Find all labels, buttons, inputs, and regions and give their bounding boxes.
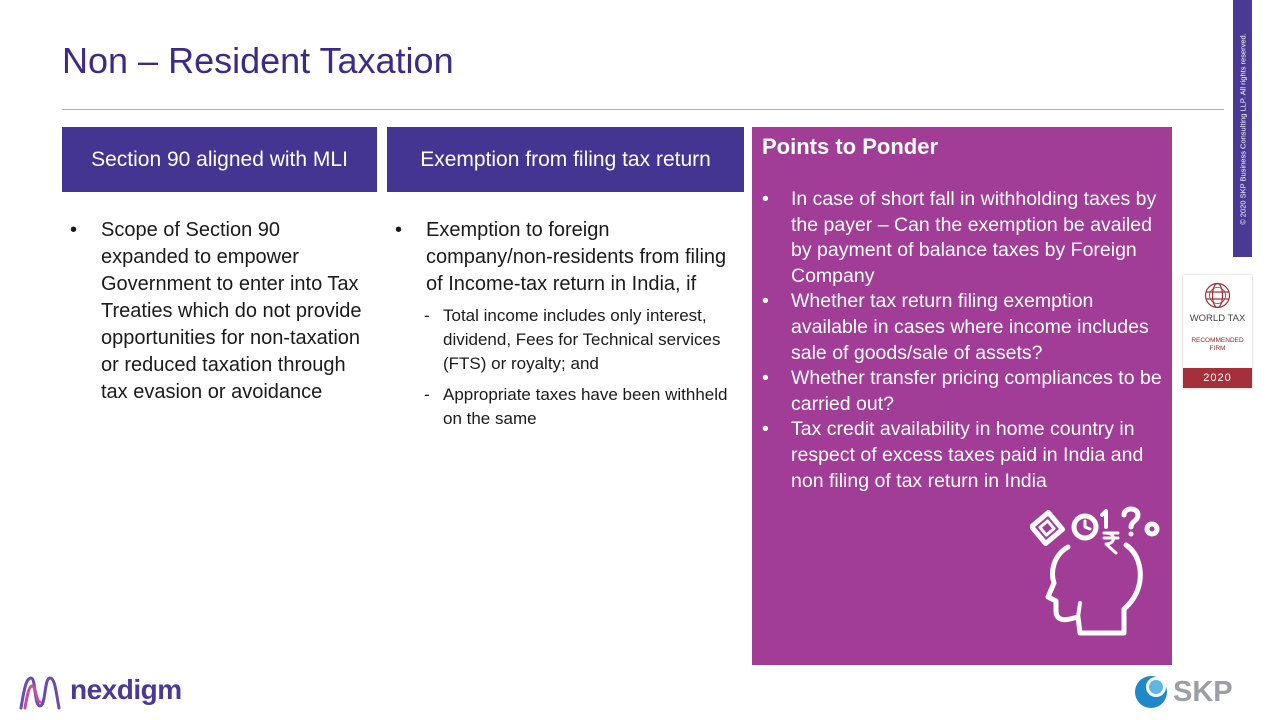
nexdigm-wordmark: nexdigm [70, 674, 182, 705]
ponder-item-text: Whether transfer pricing compliances to be carried out? [791, 367, 1162, 415]
slide-title: Non – Resident Taxation [62, 40, 454, 81]
skp-logo [1133, 674, 1243, 714]
bullet-icon: • [762, 290, 769, 313]
list-item [762, 417, 1167, 494]
world-tax-badge [1183, 275, 1252, 388]
ponder-item-text: Tax credit availability in home country in respect of excess taxes paid in India and non filing of tax return in India [791, 418, 1144, 492]
copyright-text: © 2020 SKP Business Consulting LLP. All rights reserved. [1238, 32, 1247, 225]
ponder-item-text: Whether tax return filing exemption available in cases where income includes sale of goods/sale of assets? [791, 290, 1149, 364]
list-item [70, 217, 373, 406]
bullet-icon: • [762, 188, 769, 210]
ponder-title: Points to Ponder [762, 134, 938, 159]
sub-list [426, 304, 732, 431]
section-90-list [70, 217, 373, 406]
sub-list-item [426, 383, 732, 431]
sub-item-text: Appropriate taxes have been withheld on the same [443, 385, 728, 428]
ponder-list [762, 187, 1167, 494]
sub-list-item [426, 304, 732, 376]
dash-icon: - [424, 306, 430, 325]
exemption-list [395, 217, 732, 438]
bullet-text: Scope of Section 90 expanded to empower Government to enter into Tax Treaties which do not provide opportunities for non-taxation or reduced taxation through tax evasion or avoidance [101, 219, 362, 403]
dash-icon: - [424, 385, 430, 404]
globe-icon [1203, 281, 1232, 310]
list-item [395, 217, 732, 431]
bullet-icon: • [762, 418, 769, 441]
world-tax-subtitle: RECOMMENDED FIRM [1191, 337, 1244, 352]
bullet-icon: • [762, 367, 769, 390]
nexdigm-mark-icon [18, 672, 62, 712]
list-item [762, 187, 1167, 289]
bullet-icon: • [395, 219, 403, 241]
ponder-item-text: In case of short fall in withholding taxes by the payer – Can the exemption be availed by payment of balance taxes by Foreign Company [791, 188, 1157, 287]
exemption-header: Exemption from filing tax return [387, 127, 744, 192]
bullet-text: Exemption to foreign company/non-residents from filing of Income-tax return in India, if [426, 219, 727, 295]
world-tax-year: 2020 [1183, 368, 1252, 388]
section-90-header: Section 90 aligned with MLI [62, 127, 377, 192]
skp-wordmark: SKP [1173, 676, 1233, 708]
copyright-bar [1233, 0, 1252, 257]
points-to-ponder-panel [752, 127, 1172, 665]
thinking-head-icon [1030, 505, 1164, 637]
world-tax-name: WORLD TAX [1189, 313, 1246, 324]
nexdigm-logo [18, 672, 182, 712]
list-item [762, 289, 1167, 366]
sub-item-text: Total income includes only interest, dividend, Fees for Technical services (FTS) or royalty; and [443, 306, 721, 373]
bullet-icon: • [70, 219, 78, 241]
title-divider [62, 109, 1224, 110]
skp-mark-icon [1133, 674, 1169, 710]
list-item [762, 366, 1167, 417]
